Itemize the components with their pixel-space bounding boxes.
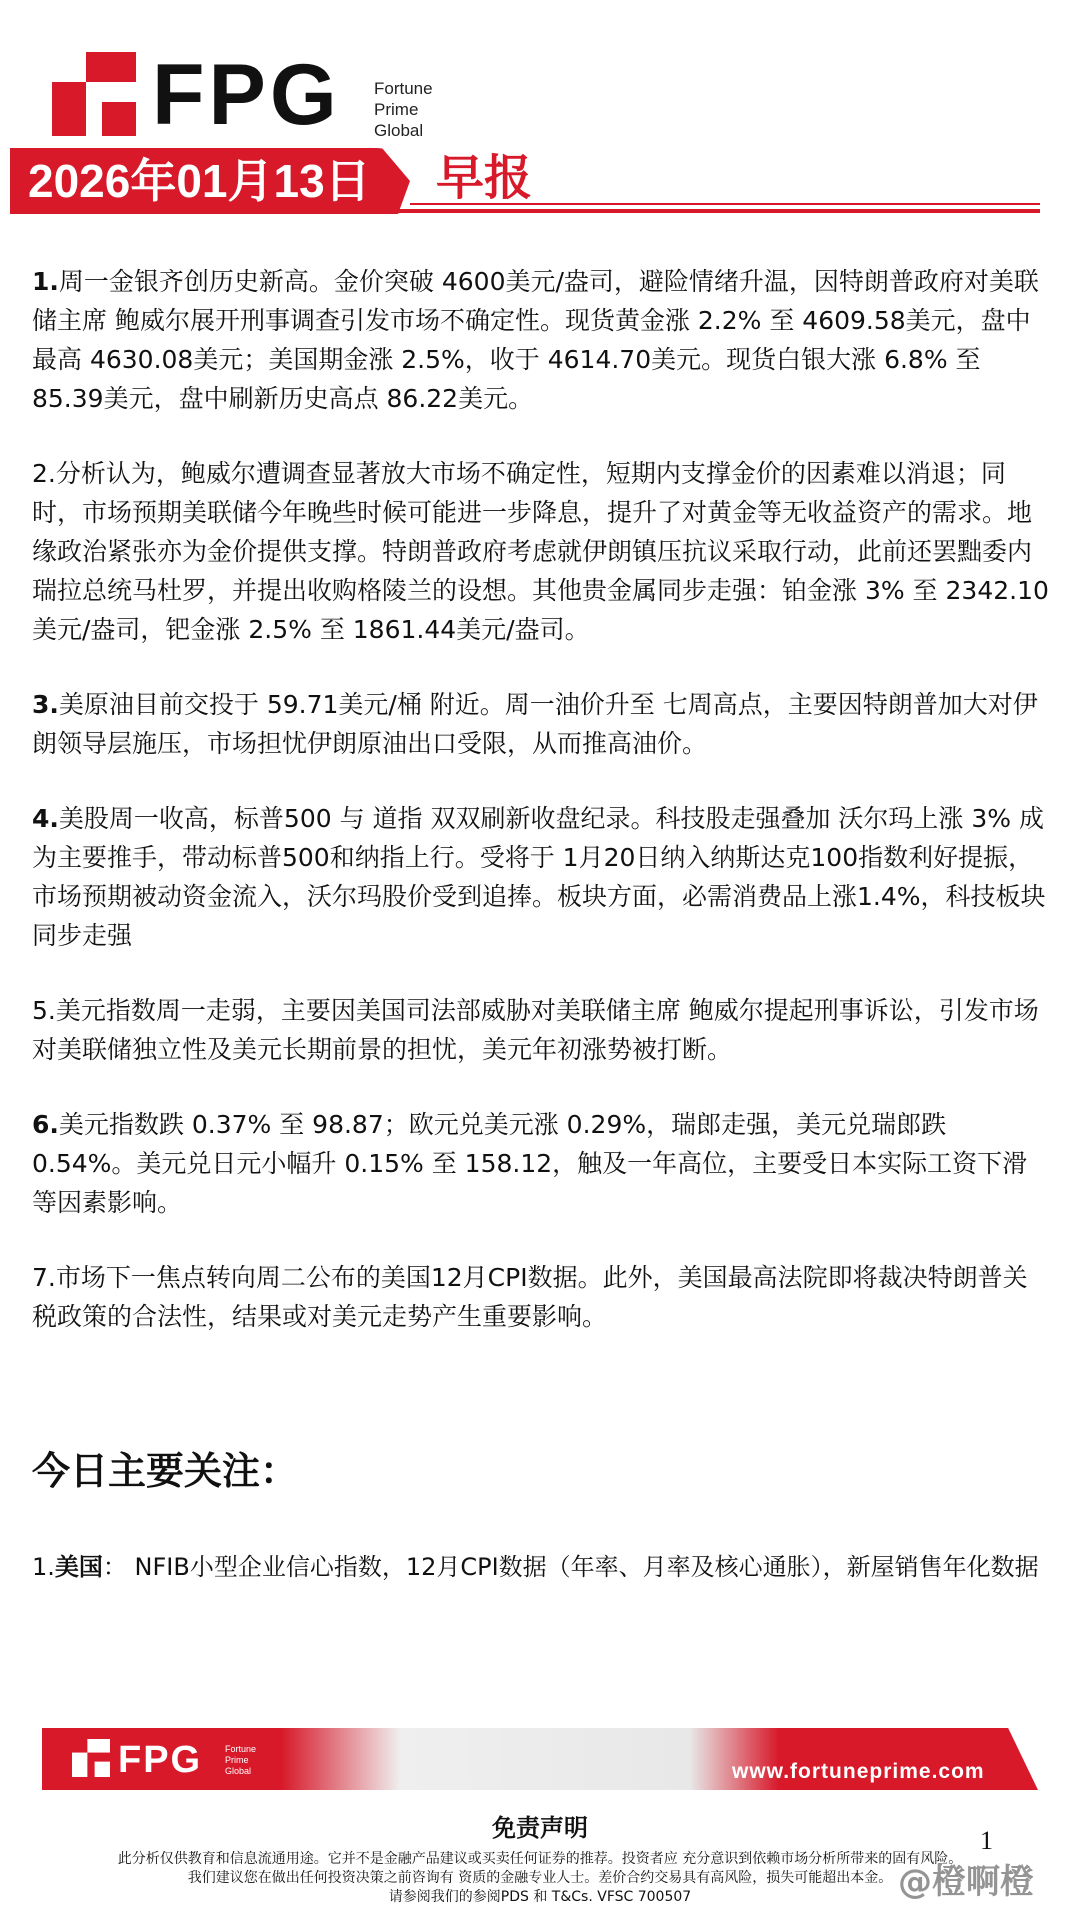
news-paragraph: 6.美元指数跌 0.37% 至 98.87；欧元兑美元涨 0.29%，瑞郎走强，美元兑瑞郎跌 0.54%。美元兑日元小幅升 0.15% 至 158.12，触及一年高位，主要受日本实际工资下滑等因素影响。 <box>32 1110 1028 1217</box>
header-divider <box>10 209 1040 213</box>
news-paragraph: 3.美原油目前交投于 59.71美元/桶 附近。周一油价升至 七周高点，主要因特朗普加大对伊朗领导层施压，市场担忧伊朗原油出口受限，从而推高油价。 <box>32 690 1038 758</box>
logo-sub-line: Global <box>374 121 424 140</box>
report-title: 早报 <box>436 150 533 206</box>
logo-subtitle <box>374 78 433 141</box>
logo-sub-line: Prime <box>374 100 419 119</box>
focus-heading: 今日主要关注： <box>32 1449 299 1493</box>
news-paragraph: 2.分析认为，鲍威尔遭调查显著放大市场不确定性，短期内支撑金价的因素难以消退；同时，市场预期美联储今年晚些时候可能进一步降息，提升了对黄金等无收益资产的需求。地缘政治紧张亦为金价提供支撑。特朗普政府考虑就伊朗镇压抗议采取行动，此前还罢黜委内瑞拉总统马杜罗，并提出收购格陵兰的设想。其他贵金属同步走强：铂金涨 3% 至 2342.10美元/盎司，钯金涨 2.5% 至 1861.44美元/盎司。 <box>32 459 1049 644</box>
report-body <box>32 262 1052 1372</box>
disclaimer-line: 我们建议您在做出任何投资决策之前咨询有 资质的金融专业人士。差价合约交易具有高风险，损失可能超出本金。 <box>187 1870 893 1886</box>
fpg-logo-icon <box>52 52 136 136</box>
news-paragraph: 1.周一金银齐创历史新高。金价突破 4600美元/盎司，避险情绪升温，因特朗普政府对美联储主席 鲍威尔展开刑事调查引发市场不确定性。现货黄金涨 2.2% 至 4609.58美元，盘中最高 4630.08美元；美国期金涨 2.5%，收于 4614.70美元。现货白银大涨 6.8% 至 85.39美元，盘中刷新历史高点 86.22美元。 <box>32 267 1039 413</box>
watermark: @橙啊橙 <box>898 1862 1034 1902</box>
footer-logo-sub-line: Prime <box>225 1755 249 1765</box>
logo-wordmark: FPG <box>152 47 341 143</box>
fpg-logo-icon <box>72 1739 110 1777</box>
footer-logo-sub-line: Fortune <box>225 1744 257 1754</box>
disclaimer-line: 请参阅我们的参阅PDS 和 T&Cs. VFSC 700507 <box>388 1889 692 1905</box>
disclaimer-line: 此分析仅供教育和信息流通用途。它并不是金融产品建议或买卖任何证券的推荐。投资者应 充分意识到依赖市场分析所带来的固有风险。 <box>117 1851 963 1867</box>
disclaimer-heading: 免责声明 <box>492 1814 588 1842</box>
footer-logo-subtitle <box>225 1744 256 1777</box>
logo-sub-line: Fortune <box>374 79 433 98</box>
focus-item: 1.美国： NFIB小型企业信心指数，12月CPI数据（年率、月率及核心通胀），新屋销售年化数据 <box>32 1553 1039 1581</box>
news-paragraph: 4.美股周一收高，标普500 与 道指 双双刷新收盘纪录。科技股走强叠加 沃尔玛上涨 3% 成为主要推手，带动标普500和纳指上行。受将于 1月20日纳入纳斯达克100指数利好提振，市场预期被动资金流入，沃尔玛股价受到追捧。板块方面，必需消费品上涨1.4%，科技板块同步走强 <box>32 804 1046 950</box>
news-paragraph: 7.市场下一焦点转向周二公布的美国12月CPI数据。此外，美国最高法院即将裁决特朗普关税政策的合法性，结果或对美元走势产生重要影响。 <box>32 1263 1028 1331</box>
report-date: 2026年01月13日 <box>28 155 371 207</box>
footer-logo-wordmark: FPG <box>118 1739 203 1781</box>
page-number: 1 <box>980 1826 993 1855</box>
footer-logo-sub-line: Global <box>225 1766 252 1776</box>
website-link[interactable]: www.fortuneprime.com <box>732 1760 985 1783</box>
news-paragraph: 5.美元指数周一走弱，主要因美国司法部威胁对美联储主席 鲍威尔提起刑事诉讼，引发市场对美联储独立性及美元长期前景的担忧，美元年初涨势被打断。 <box>32 996 1039 1064</box>
